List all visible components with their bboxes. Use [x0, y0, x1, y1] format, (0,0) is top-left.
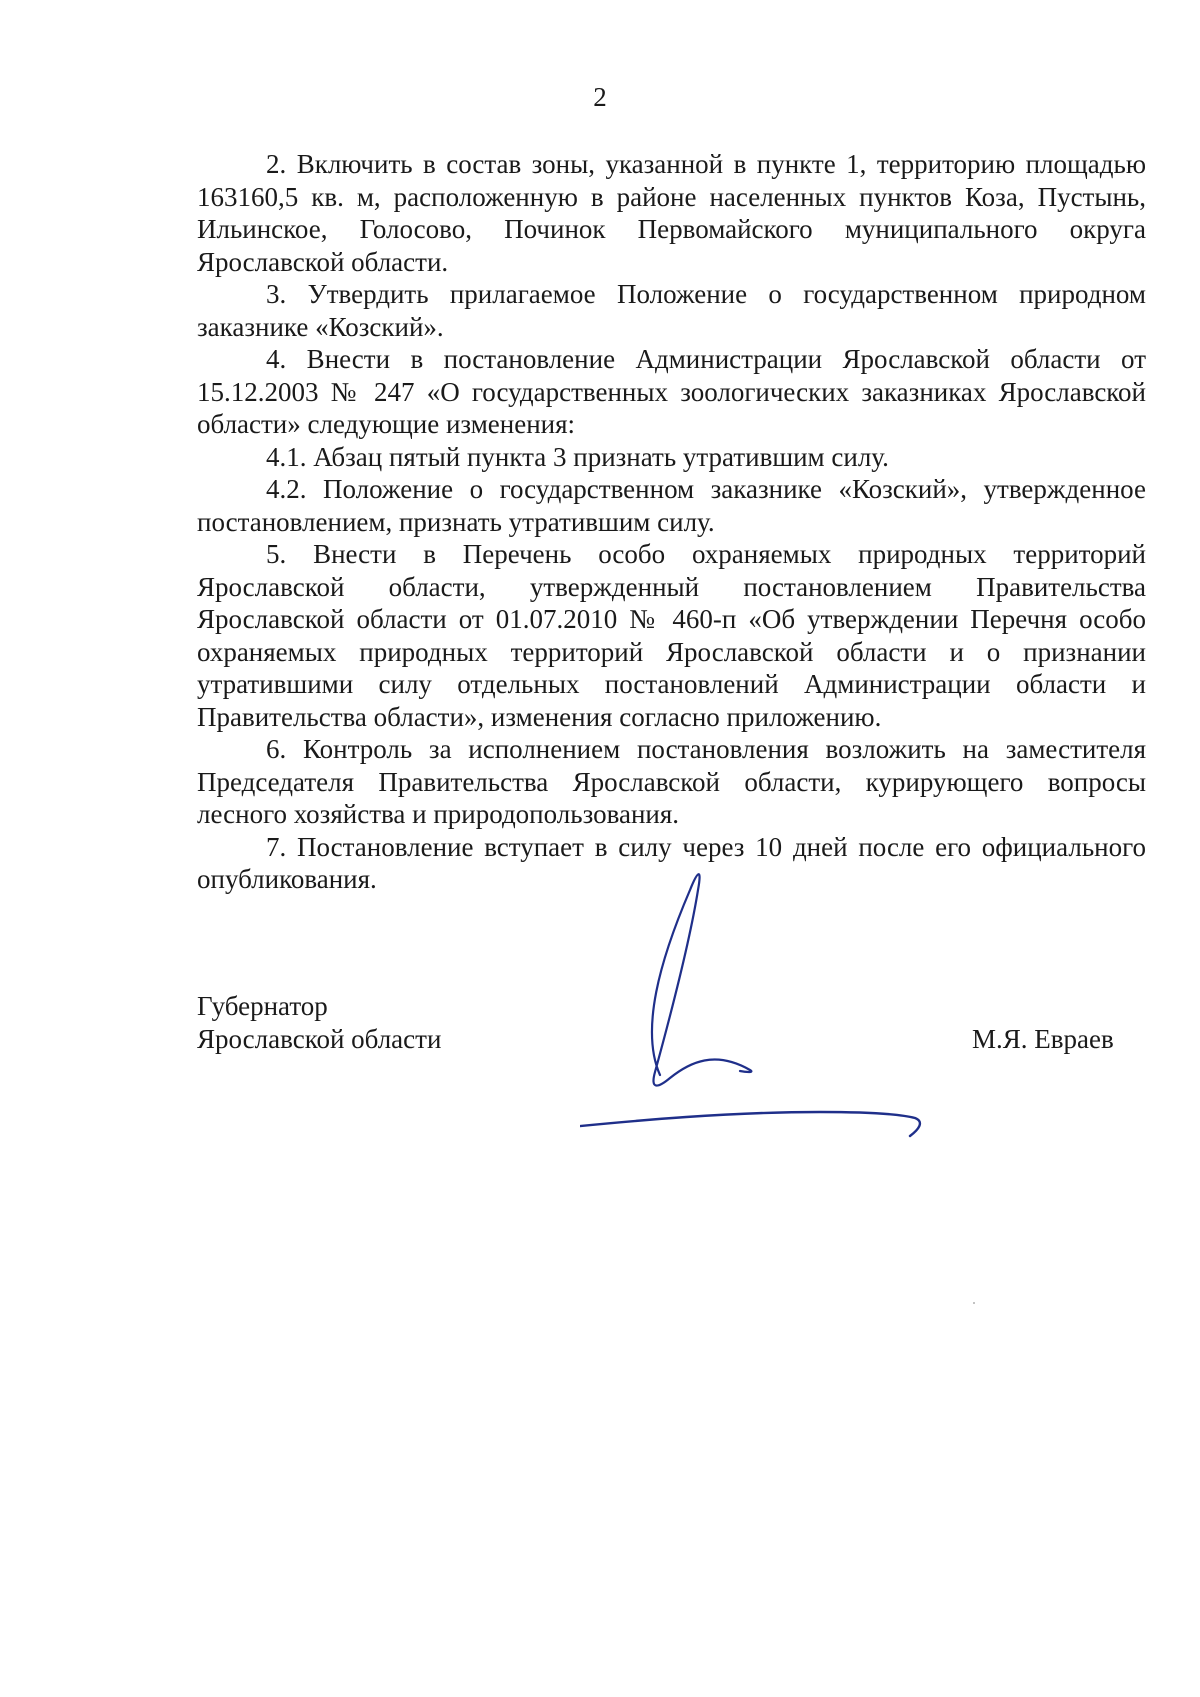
paragraph-3: 3. Утвердить прилагаемое Положение о государственном природном заказнике «Козский».: [197, 279, 1146, 342]
document-body: [197, 148, 1146, 896]
paragraph-4: 4. Внести в постановление Администрации Ярославской области от 15.12.2003 № 247 «О государственных зоологических заказниках Ярославской области» следующие изменения:: [197, 344, 1146, 439]
page-number: 2: [593, 82, 607, 112]
signatory-title: [197, 990, 441, 1056]
paragraph-5: 5. Внести в Перечень особо охраняемых природных территорий Ярославской области, утвержденный постановлением Правительства Ярославской области от 01.07.2010 № 460-п «Об утверждении Перечня особо охраняемых природных территорий Ярославской области и о признании утратившими силу отдельных постановлений Администрации области и Правительства области», изменения согласно приложению.: [197, 539, 1146, 732]
paragraph-6: 6. Контроль за исполнением постановления возложить на заместителя Председателя Правительства Ярославской области, курирующего вопросы лесного хозяйства и природопользования.: [197, 734, 1146, 829]
signatory-name: М.Я. Евраев: [972, 1024, 1114, 1054]
paragraph-7: 7. Постановление вступает в силу через 10 дней после его официального опубликования.: [197, 831, 1146, 894]
paragraph-2: 2. Включить в состав зоны, указанной в пункте 1, территорию площадью 163160,5 кв. м, расположенную в районе населенных пунктов Коза, Пустынь, Ильинское, Голосово, Починок Первомайского муниципального округа Ярославской области.: [197, 149, 1146, 277]
paragraph-4-1: 4.1. Абзац пятый пункта 3 признать утратившим силу.: [266, 441, 889, 472]
paragraph-4-2: 4.2. Положение о государственном заказнике «Козский», утвержденное постановлением, признать утратившим силу.: [197, 474, 1146, 537]
handwritten-signature: [580, 850, 980, 1150]
signatory-title-line1: Губернатор: [197, 991, 328, 1021]
signatory-title-line2: Ярославской области: [197, 1024, 442, 1054]
scan-speck: [973, 1302, 975, 1304]
